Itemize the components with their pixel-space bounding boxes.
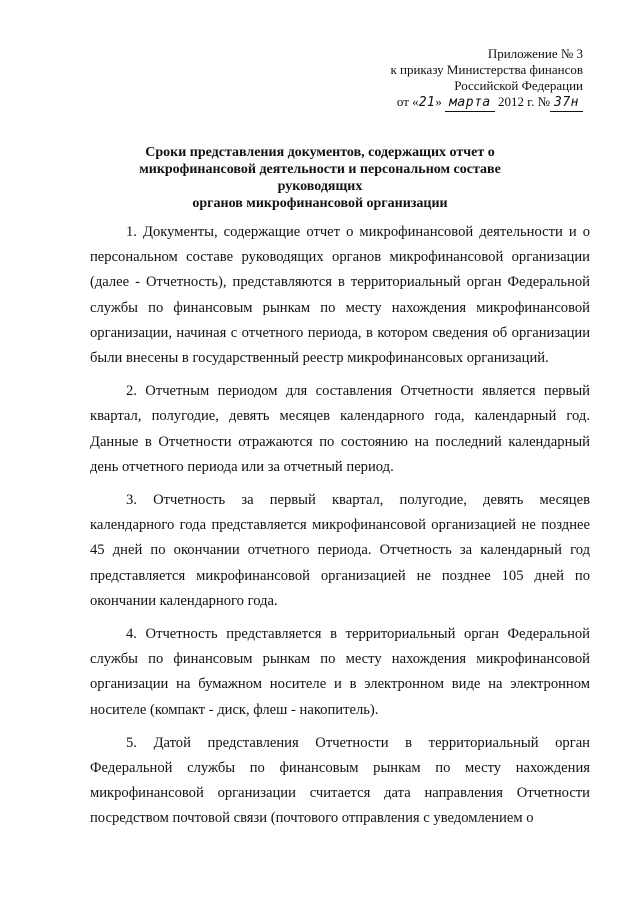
handwritten-order-number: 37н [550,95,583,112]
year-text: 2012 г. № [497,94,551,109]
paragraph-2: 2. Отчетным периодом для составления Отчетности является первый квартал, полугодие, девять месяцев календарного года, календарный год. Данные в Отчетности отражаются по состоянию на последний календарный день отчетного периода или за отчетный период. [90,383,590,475]
title-line-2: микрофинансовой деятельности и персональном составе руководящих [139,162,501,194]
document-body [90,220,590,840]
order-date-line [390,94,583,112]
document-title [100,144,540,212]
appendix-line-2: к приказу Министерства финансов [390,62,583,77]
appendix-line-1: Приложение № 3 [487,46,583,61]
appendix-line-3: Российской Федерации [454,78,583,93]
appendix-header [390,46,583,112]
handwritten-day: 21 [418,95,436,110]
handwritten-month: марта [445,95,495,112]
date-mid: » [435,94,442,109]
paragraph-5: 5. Датой представления Отчетности в территориальный орган Федеральной службы по финансовым рынкам по месту нахождения микрофинансовой организации считается дата направления Отчетности посредством почтовой связи (почтового отправления с уведомлением о [90,734,590,827]
paragraph-3: 3. Отчетность за первый квартал, полугодие, девять месяцев календарного года представляется микрофинансовой организацией не позднее 45 дней по окончании отчетного периода. Отчетность за календарный год представляется микрофинансовой организацией не позднее 105 дней по окончании календарного года. [90,492,590,609]
date-prefix: от « [396,94,419,109]
title-line-3: органов микрофинансовой организации [192,196,448,211]
title-line-1: Сроки представления документов, содержащих отчет о [145,145,495,160]
paragraph-1: 1. Документы, содержащие отчет о микрофинансовой деятельности и о персональном составе руководящих органов микрофинансовой организации (далее - Отчетность), представляются в территориальный орган Федеральной службы по финансовым рынкам по месту нахождения микрофинансовой организации, начиная с отчетного периода, в котором сведения об организации были внесены в государственный реестр микрофинансовых организаций. [90,224,590,367]
paragraph-4: 4. Отчетность представляется в территориальный орган Федеральной службы по финансовым рынкам по месту нахождения микрофинансовой организации на бумажном носителе и в электронном виде на электронном носителе (компакт - диск, флеш - накопитель). [90,626,590,718]
